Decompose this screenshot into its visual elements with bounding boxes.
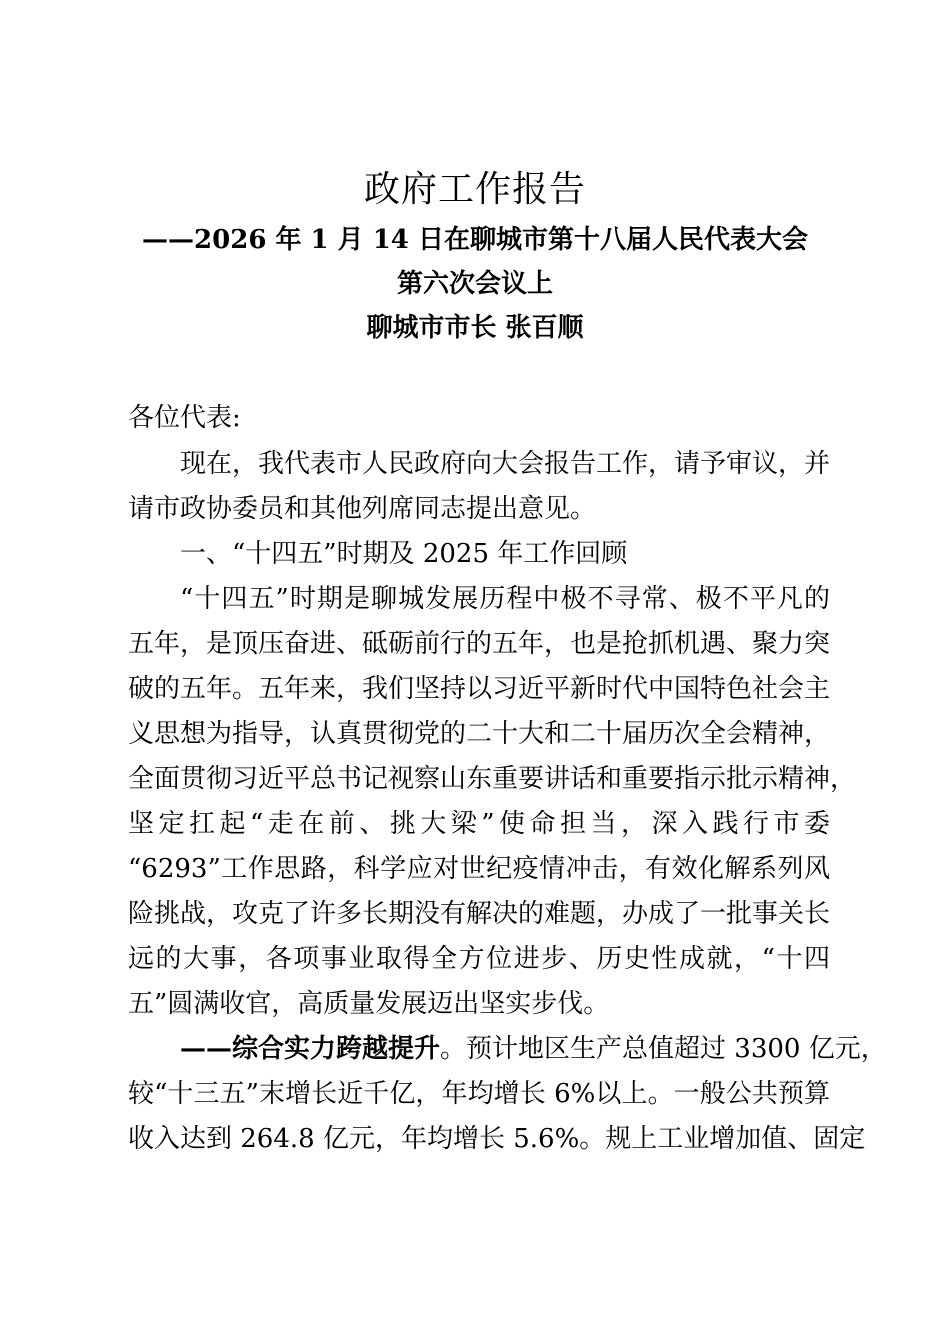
body-line: 收入达到 264.8 亿元，年均增长 5.6%。规上工业增加值、固定	[128, 1124, 866, 1154]
document-author: 聊城市市长 张百顺	[366, 313, 584, 343]
document-title: 政府工作报告	[363, 169, 586, 210]
body-line: 远的大事，各项事业取得全方位进步、历史性成就，“十四	[128, 944, 830, 974]
document-subtitle-date: ——2026 年 1 月 14 日在聊城市第十八届人民代表大会	[142, 225, 808, 255]
body-line: “十四五”时期是聊城发展历程中极不寻常、极不平凡的	[180, 584, 830, 614]
body-line: 请市政协委员和其他列席同志提出意见。	[128, 494, 597, 524]
body-line	[180, 1031, 887, 1067]
document-subtitle-session: 第六次会议上	[396, 269, 553, 299]
body-line: 坚定扛起“走在前、挑大梁”使命担当，深入践行市委	[128, 809, 830, 839]
body-line: 险挑战，攻克了许多长期没有解决的难题，办成了一批事关长	[128, 899, 831, 929]
body-line: “6293”工作思路，科学应对世纪疫情冲击，有效化解系列风	[128, 854, 830, 884]
salutation: 各位代表:	[128, 403, 241, 433]
body-line: 义思想为指导，认真贯彻党的二十大和二十届历次全会精神，	[128, 719, 831, 749]
body-line: 五”圆满收官，高质量发展迈出坚实步伐。	[128, 989, 610, 1019]
body-line: 全面贯彻习近平总书记视察山东重要讲话和重要指示批示精神，	[128, 764, 857, 794]
paragraph-bold-lead: ——综合实力跨越提升	[180, 1034, 441, 1064]
body-line: 五年，是顶压奋进、砥砺前行的五年，也是抢抓机遇、聚力突	[128, 629, 831, 659]
paragraph-lead-rest: 。预计地区生产总值超过 3300 亿元，	[440, 1034, 887, 1064]
body-line: 较“十三五”末增长近千亿，年均增长 6%以上。一般公共预算	[128, 1079, 830, 1109]
section-heading: 一、“十四五”时期及 2025 年工作回顾	[180, 539, 628, 569]
body-line: 破的五年。五年来，我们坚持以习近平新时代中国特色社会主	[128, 674, 831, 704]
body-line: 现在，我代表市人民政府向大会报告工作，请予审议，并	[180, 449, 831, 479]
